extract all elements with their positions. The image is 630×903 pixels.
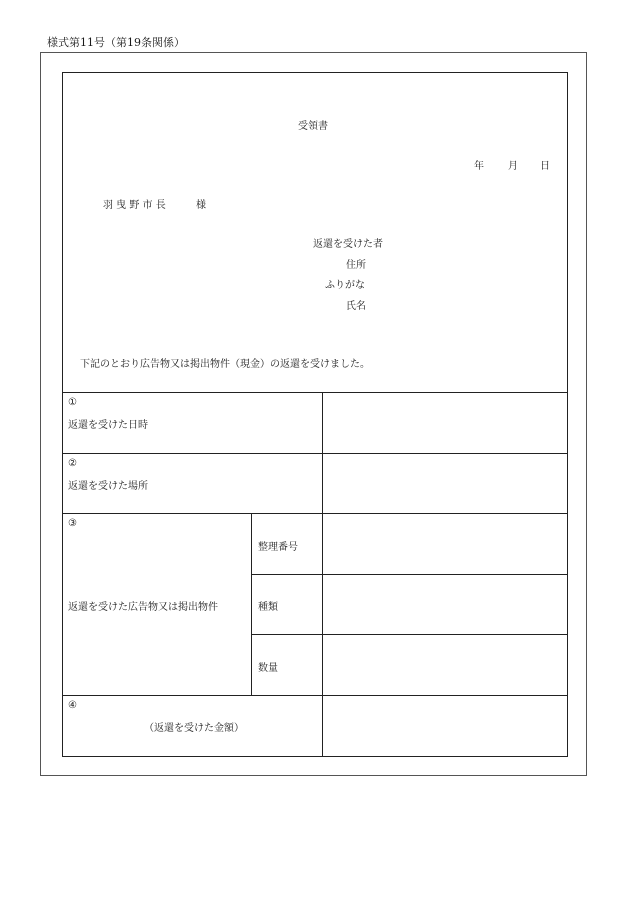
row-number: ④ [68, 700, 77, 711]
receipt-form [62, 72, 568, 757]
row-label-return-datetime: 返還を受けた日時 [68, 420, 148, 431]
recipient-name-label: 氏名 [346, 301, 366, 312]
statement: 下記のとおり広告物又は掲出物件（現金）の返還を受けました。 [80, 359, 370, 370]
row-number: ③ [68, 518, 77, 529]
addressee-name: 羽 曳 野 市 長 [103, 200, 166, 211]
sub-row-divider [251, 574, 568, 575]
page-title: 受領書 [298, 121, 328, 132]
row-number: ② [68, 458, 77, 469]
row-label-returned-amount: （返還を受けた金額） [144, 723, 244, 734]
sub-row-divider [251, 634, 568, 635]
row-divider [62, 453, 568, 454]
form-number: 様式第11号（第19条関係） [47, 36, 185, 49]
sub-column-divider [251, 513, 252, 695]
row-label-return-place: 返還を受けた場所 [68, 481, 148, 492]
row-label-returned-items: 返還を受けた広告物又は掲出物件 [68, 602, 218, 613]
date-day-label: 日 [540, 161, 550, 172]
recipient-heading: 返還を受けた者 [313, 239, 383, 250]
row-divider [62, 513, 568, 514]
sub-label-type: 種類 [258, 602, 278, 613]
recipient-furigana-label: ふりがな [325, 280, 365, 291]
recipient-address-label: 住所 [346, 260, 366, 271]
sub-label-reference-number: 整理番号 [258, 542, 298, 553]
addressee-honorific: 様 [196, 200, 206, 211]
date-month-label: 月 [508, 161, 518, 172]
row-divider [62, 695, 568, 696]
sub-label-quantity: 数量 [258, 663, 278, 674]
column-divider [322, 392, 323, 757]
row-number: ① [68, 397, 77, 408]
table-top-line [62, 392, 568, 393]
date-year-label: 年 [474, 161, 484, 172]
